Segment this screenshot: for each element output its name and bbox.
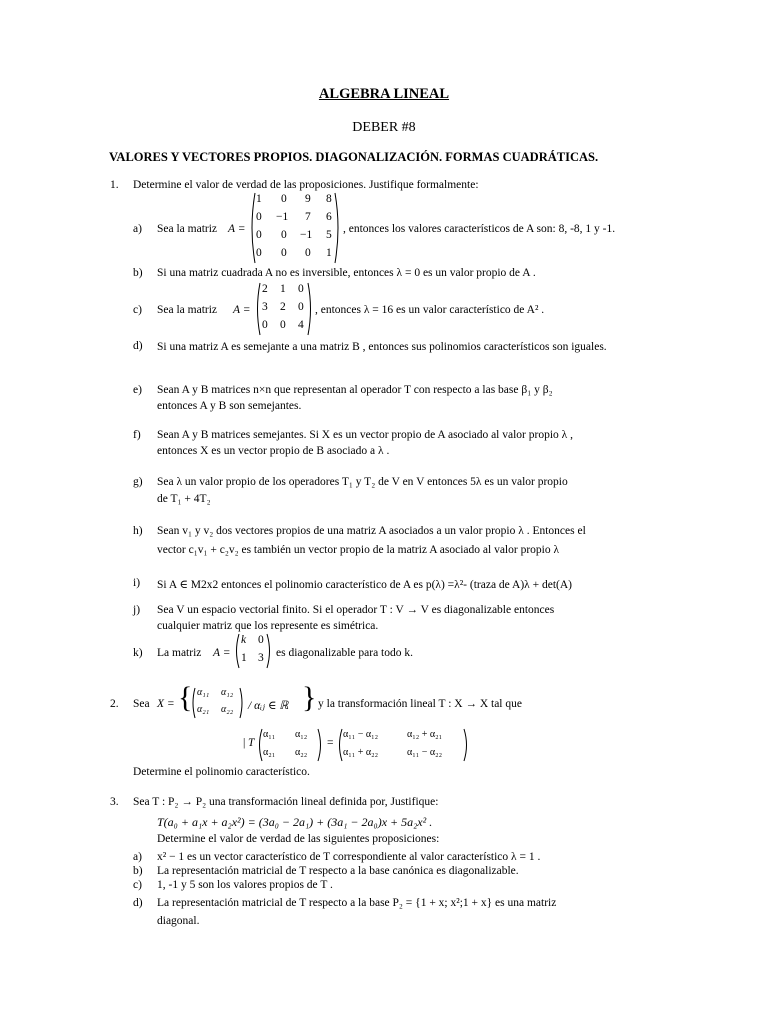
q3d-label: d)	[133, 897, 143, 909]
q1b-label: b)	[133, 267, 143, 279]
q1a-matrix: 1 0 9 8 0 −1 7 6 0 0 −1 5 0 0 0 1	[248, 192, 342, 264]
section-heading: VALORES Y VECTORES PROPIOS. DIAGONALIZACIÓN. FORMAS CUADRÁTICAS.	[109, 150, 599, 164]
q1j-line2: cualquier matriz que los represente es simétrica.	[157, 620, 379, 632]
q1g-label: g)	[133, 476, 143, 488]
q1c-matrix: 2 1 0 3 2 0 0 0 4	[254, 282, 314, 336]
q3c-label: c)	[133, 879, 142, 891]
q2-set-name: X =	[157, 698, 175, 710]
q1b-text: Si una matriz cuadrada A no es inversible, entonces λ = 0 es un valor propio de A .	[157, 267, 536, 279]
q1a-pre: Sea la matriz	[157, 223, 218, 235]
q2-closing: Determine el polinomio característico.	[133, 766, 310, 778]
q1c-post: , entonces λ = 16 es un valor característico de A² .	[315, 304, 545, 316]
q1d-text: Si una matriz A es semejante a una matriz B , entonces sus polinomios característicos son iguales.	[157, 341, 607, 353]
q1a-post: , entonces los valores característicos de A son: 8, -8, 1 y -1.	[343, 223, 616, 235]
q2-number: 2.	[110, 698, 119, 710]
q1i-label: i)	[133, 577, 141, 589]
q1i-text: Si A ∈ M2x2 entonces el polinomio característico de A es p(λ) =λ²- (traza de A)λ + det(A)	[157, 579, 572, 591]
q1f-label: f)	[133, 429, 141, 441]
q1g-line1: Sea λ un valor propio de los operadores T₁ y T₂ de V en V entonces 5λ es un valor propio	[157, 476, 568, 488]
page-subtitle: DEBER #8	[352, 120, 416, 135]
q3-prompt: Determine el valor de verdad de las siguientes proposiciones:	[157, 833, 440, 845]
q1f-line1: Sean A y B matrices semejantes. Si X es un vector propio de A asociado al valor propio λ ,	[157, 429, 573, 441]
q1j-line1: Sea V un espacio vectorial finito. Si el operador T : V → V es diagonalizable entonces	[157, 604, 555, 616]
q1e-label: e)	[133, 384, 142, 396]
q3d-line2: diagonal.	[157, 915, 200, 927]
q1a-matrix-name: A =	[228, 223, 246, 235]
q1k-post: es diagonalizable para todo k.	[276, 647, 413, 659]
q2-post: y la transformación lineal T : X → X tal que	[318, 698, 522, 710]
q3-number: 3.	[110, 796, 119, 808]
q2-pre: Sea	[133, 698, 150, 710]
q1c-label: c)	[133, 304, 142, 316]
q3c-text: 1, -1 y 5 son los valores propios de T .	[157, 879, 333, 891]
q3b-label: b)	[133, 865, 143, 877]
q3-formula: T(a₀ + a₁x + a₂x²) = (3a₀ − 2a₁) + (3a₁ − 2a₀)x + 5a₂x² .	[157, 815, 433, 829]
page-title: ALGEBRA LINEAL	[318, 86, 450, 102]
q1-intro: Determine el valor de verdad de las proposiciones. Justifique formalmente:	[133, 179, 479, 191]
q1f-line2: entonces X es un vector propio de B asociado a λ .	[157, 445, 390, 457]
q1e-line1: Sean A y B matrices n×n que representan al operador T con respecto a las base β₁ y β₂	[157, 384, 553, 396]
q2-mapping: | T α₁₁ α₁₂ α₂₁ α₂₂ = α₁₁ − α₁₂ α₁₂ + α₂₁ α₁₁ + α₂₂ α₁₁ − α₂₂	[243, 726, 473, 766]
q1k-label: k)	[133, 647, 143, 659]
q1h-line1: Sean v₁ y v₂ dos vectores propios de una matriz A asociados a un valor propio λ . Entonces el	[157, 525, 586, 537]
q1k-matrix-name: A =	[213, 647, 231, 659]
q1h-label: h)	[133, 525, 143, 537]
q1k-pre: La matriz	[157, 647, 202, 659]
q1g-line2: de T₁ + 4T₂	[157, 493, 211, 505]
q1k-matrix: k 0 1 3	[233, 633, 273, 669]
q3-intro: Sea T : P₂ → P₂ una transformación lineal definida por, Justifique:	[133, 796, 439, 808]
q1j-label: j)	[133, 604, 141, 616]
q3b-text: La representación matricial de T respecto a la base canónica es diagonalizable.	[157, 865, 519, 877]
q1d-label: d)	[133, 340, 143, 352]
q2-set: { α₁₁ α₁₂ α₂₁ α₂₂ / αᵢⱼ ∈ ℝ }	[178, 685, 312, 723]
q3a-label: a)	[133, 851, 142, 863]
q1c-matrix-name: A =	[233, 304, 251, 316]
q1e-line2: entonces A y B son semejantes.	[157, 400, 302, 412]
q1a-label: a)	[133, 223, 142, 235]
q1h-line2: vector c₁v₁ + c₂v₂ es también un vector propio de la matriz A asociado al valor propio λ	[157, 544, 560, 556]
q1-number: 1.	[110, 179, 119, 191]
q3a-text: x² − 1 es un vector característico de T correspondiente al valor característico λ = 1 .	[157, 851, 541, 863]
q1c-pre: Sea la matriz	[157, 304, 218, 316]
q3d-text: La representación matricial de T respecto a la base P₂ = {1 + x; x²;1 + x} es una matriz	[157, 897, 557, 909]
